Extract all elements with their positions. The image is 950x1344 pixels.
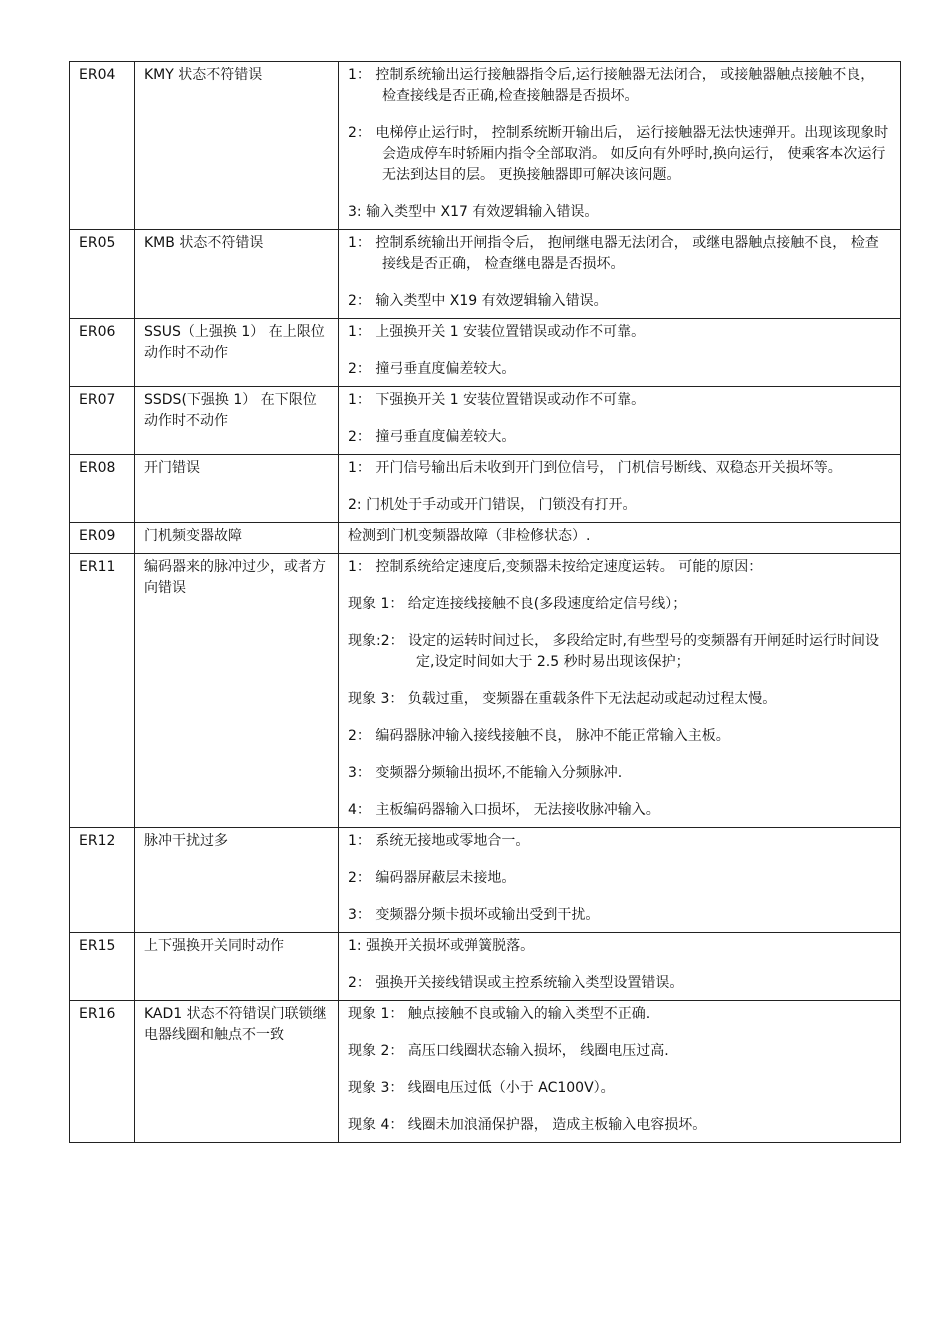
error-name: SSUS（上强换 1） 在上限位动作时不动作 bbox=[135, 319, 339, 387]
error-description bbox=[339, 554, 901, 828]
description-item: 现象 3： 线圈电压过低（小于 AC100V）。 bbox=[348, 1080, 615, 1096]
description-item: 现象 2： 高压口线圈状态输入损坏， 线圈电压过高. bbox=[348, 1043, 669, 1059]
table-row bbox=[70, 387, 901, 455]
description-item: 2： 输入类型中 X19 有效逻辑输入错误。 bbox=[348, 293, 608, 309]
description-item: 2: 门机处于手动或开门错误， 门锁没有打开。 bbox=[348, 497, 637, 513]
error-description bbox=[339, 319, 901, 387]
error-code: ER11 bbox=[70, 554, 135, 828]
description-item: 检测到门机变频器故障（非检修状态）. bbox=[348, 528, 591, 544]
description-item: 现象:2： 设定的运转时间过长， 多段给定时,有些型号的变频器有开闸延时运行时间设定,设定时间如大于 2.5 秒时易出现该保护； bbox=[348, 633, 879, 670]
table-row bbox=[70, 828, 901, 933]
error-name: SSDS(下强换 1） 在下限位动作时不动作 bbox=[135, 387, 339, 455]
description-item: 1： 控制系统输出开闸指令后， 抱闸继电器无法闭合， 或继电器触点接触不良， 检查接线是否正确， 检查继电器是否损坏。 bbox=[348, 235, 879, 272]
table-row bbox=[70, 62, 901, 230]
description-item: 2： 编码器屏蔽层未接地。 bbox=[348, 870, 516, 886]
table-row bbox=[70, 455, 901, 523]
description-item: 1： 系统无接地或零地合一。 bbox=[348, 833, 530, 849]
error-name: KMB 状态不符错误 bbox=[135, 230, 339, 319]
error-code: ER08 bbox=[70, 455, 135, 523]
description-item: 现象 1： 触点接触不良或输入的输入类型不正确. bbox=[348, 1006, 651, 1022]
error-description bbox=[339, 62, 901, 230]
description-item: 1： 下强换开关 1 安装位置错误或动作不可靠。 bbox=[348, 392, 646, 408]
error-description bbox=[339, 523, 901, 554]
table-row bbox=[70, 1001, 901, 1143]
error-code: ER04 bbox=[70, 62, 135, 230]
error-code: ER16 bbox=[70, 1001, 135, 1143]
description-item: 1： 开门信号输出后未收到开门到位信号， 门机信号断线、双稳态开关损坏等。 bbox=[348, 460, 842, 476]
description-item: 1： 控制系统给定速度后,变频器未按给定速度运转。 可能的原因： bbox=[348, 559, 763, 575]
description-item: 现象 3： 负载过重， 变频器在重载条件下无法起动或起动过程太慢。 bbox=[348, 691, 777, 707]
table-row bbox=[70, 933, 901, 1001]
error-code: ER09 bbox=[70, 523, 135, 554]
description-item: 2： 编码器脉冲输入接线接触不良， 脉冲不能正常输入主板。 bbox=[348, 728, 730, 744]
description-item: 2： 强换开关接线错误或主控系统输入类型设置错误。 bbox=[348, 975, 684, 991]
error-description bbox=[339, 455, 901, 523]
description-item: 3： 变频器分频卡损坏或输出受到干扰。 bbox=[348, 907, 600, 923]
description-item: 2： 撞弓垂直度偏差较大。 bbox=[348, 429, 516, 445]
description-item: 1: 强换开关损坏或弹簧脱落。 bbox=[348, 938, 535, 954]
description-item: 2： 电梯停止运行时， 控制系统断开输出后， 运行接触器无法快速弹开。出现该现象时会造成停车时轿厢内指令全部取消。 如反向有外呼时,换向运行， 使乘客本次运行无法到达目的层。 更换接触器即可解决该问题。 bbox=[348, 125, 889, 183]
table-row bbox=[70, 523, 901, 554]
description-item: 4： 主板编码器输入口损坏， 无法接收脉冲输入。 bbox=[348, 802, 660, 818]
error-name: 上下强换开关同时动作 bbox=[135, 933, 339, 1001]
error-name: 编码器来的脉冲过少，或者方向错误 bbox=[135, 554, 339, 828]
error-description bbox=[339, 828, 901, 933]
error-description bbox=[339, 933, 901, 1001]
error-code: ER15 bbox=[70, 933, 135, 1001]
error-code: ER05 bbox=[70, 230, 135, 319]
error-name: KAD1 状态不符错误门联锁继电器线圈和触点不一致 bbox=[135, 1001, 339, 1143]
error-name: KMY 状态不符错误 bbox=[135, 62, 339, 230]
error-description bbox=[339, 387, 901, 455]
error-code-table bbox=[69, 61, 901, 1143]
error-code: ER06 bbox=[70, 319, 135, 387]
table-row bbox=[70, 554, 901, 828]
error-name: 脉冲干扰过多 bbox=[135, 828, 339, 933]
error-code: ER07 bbox=[70, 387, 135, 455]
error-name: 开门错误 bbox=[135, 455, 339, 523]
table-row bbox=[70, 230, 901, 319]
description-item: 3： 变频器分频输出损坏,不能输入分频脉冲. bbox=[348, 765, 623, 781]
description-item: 现象 4： 线圈未加浪涌保护器， 造成主板输入电容损坏。 bbox=[348, 1117, 707, 1133]
description-item: 3: 输入类型中 X17 有效逻辑输入错误。 bbox=[348, 204, 599, 220]
description-item: 1： 上强换开关 1 安装位置错误或动作不可靠。 bbox=[348, 324, 646, 340]
description-item: 2： 撞弓垂直度偏差较大。 bbox=[348, 361, 516, 377]
table-row bbox=[70, 319, 901, 387]
error-description bbox=[339, 230, 901, 319]
error-name: 门机频变器故障 bbox=[135, 523, 339, 554]
description-item: 1： 控制系统输出运行接触器指令后,运行接触器无法闭合， 或接触器触点接触不良， 检查接线是否正确,检查接触器是否损坏。 bbox=[348, 67, 875, 104]
description-item: 现象 1： 给定连接线接触不良(多段速度给定信号线）； bbox=[348, 596, 687, 612]
error-description bbox=[339, 1001, 901, 1143]
error-code: ER12 bbox=[70, 828, 135, 933]
